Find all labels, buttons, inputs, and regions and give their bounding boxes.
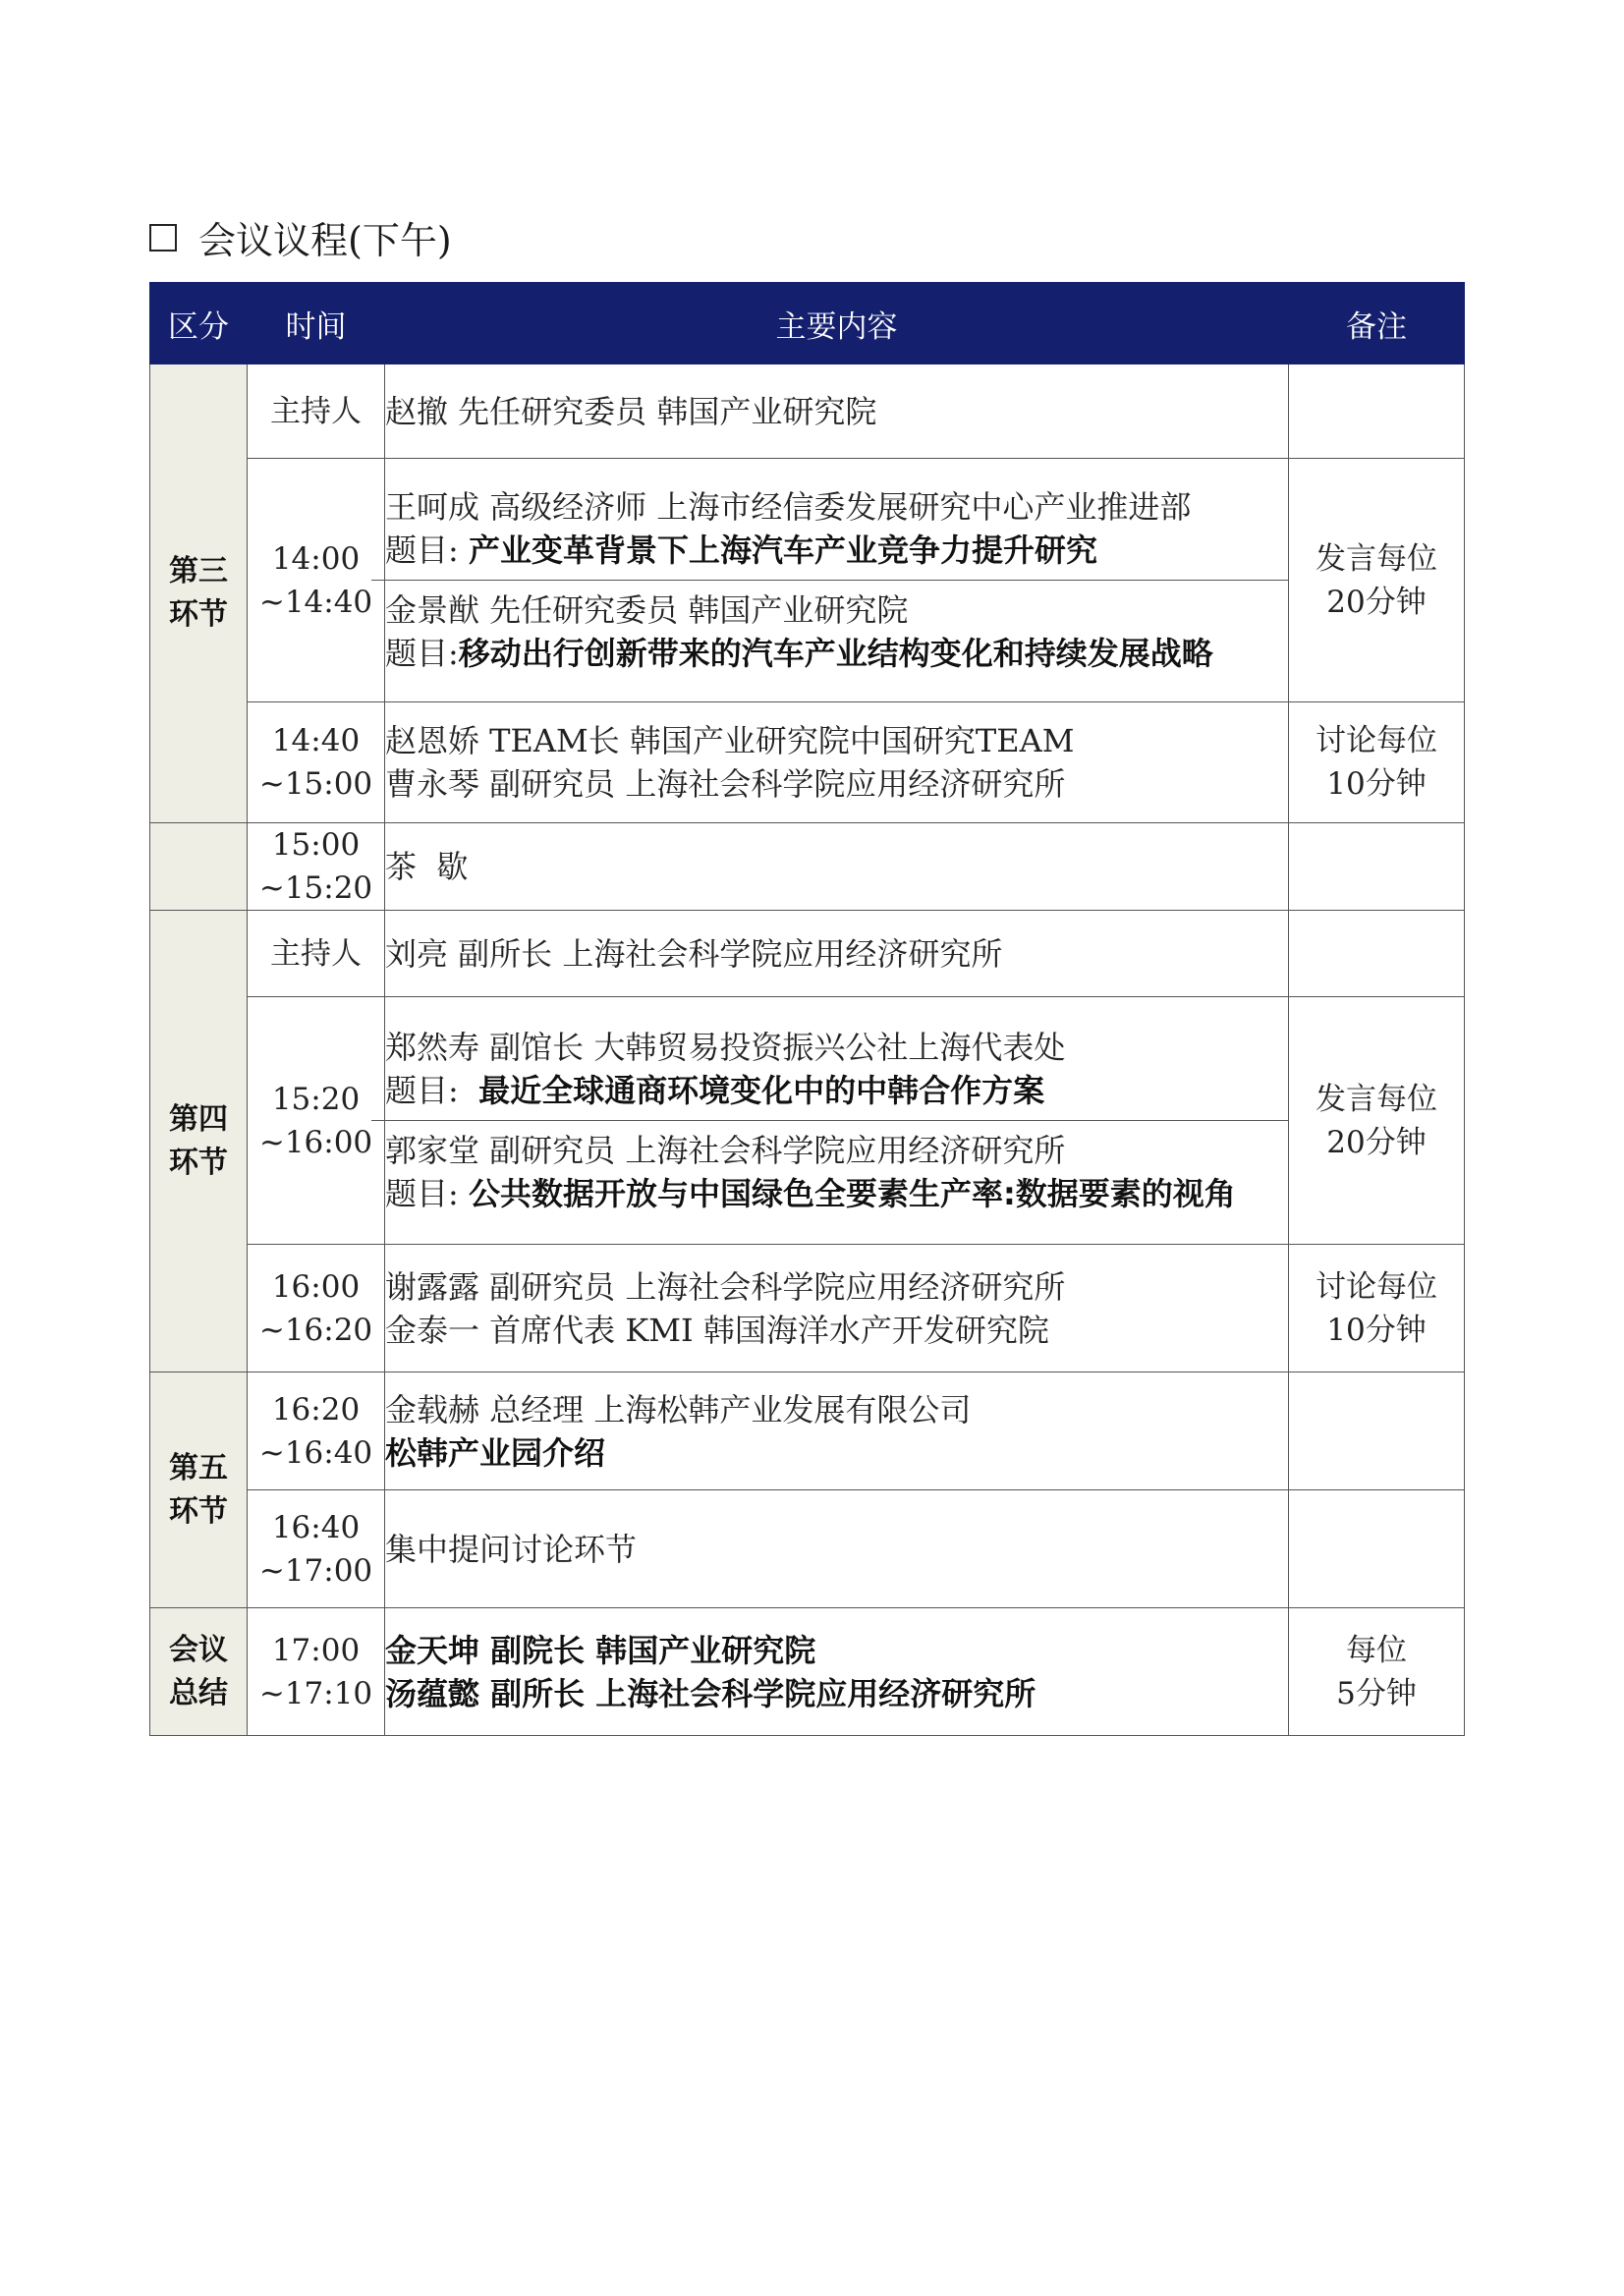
presentation-item: 郑然寿 副馆长 大韩贸易投资振兴公社上海代表处 题目: 最近全球通商环境变化中的中韩合作方案 [385, 1029, 1066, 1109]
presentation-item: 郭家堂 副研究员 上海社会科学院应用经济研究所 题目: 公共数据开放与中国绿色全要素生产率:数据要素的视角 [371, 1120, 1288, 1223]
summary-cell: 金天坤 副院长 韩国产业研究院 汤蕴懿 副所长 上海社会科学院应用经济研究所 [385, 1608, 1289, 1736]
host-label: 主持人 [248, 911, 385, 997]
presentation-item: 王呵成 高级经济师 上海市经信委发展研究中心产业推进部 题目: 产业变革背景下上海汽车产业竞争力提升研究 [385, 488, 1192, 569]
table-row [150, 911, 1465, 997]
note-cell [1289, 364, 1465, 459]
presentation-cell [385, 997, 1289, 1245]
note-cell [1289, 1490, 1465, 1608]
presentation-item: 金景猷 先任研究委员 韩国产业研究院 题目:移动出行创新带来的汽车产业结构变化和持续发展战略 [371, 580, 1288, 683]
table-row [150, 823, 1465, 911]
time-cell: 17:00 ~17:10 [248, 1608, 385, 1736]
note-cell [1289, 1372, 1465, 1490]
time-cell: 14:40 ~15:00 [248, 702, 385, 823]
table-row [150, 364, 1465, 459]
section-label: 第三 环节 [150, 364, 248, 823]
time-cell: 16:00 ~16:20 [248, 1245, 385, 1372]
time-cell: 16:20 ~16:40 [248, 1372, 385, 1490]
note-cell [1289, 911, 1465, 997]
section-label [150, 823, 248, 911]
header-note: 备注 [1289, 283, 1465, 364]
note-cell [1289, 823, 1465, 911]
host-info: 刘亮 副所长 上海社会科学院应用经济研究所 [385, 911, 1289, 997]
time-cell: 16:40 ~17:00 [248, 1490, 385, 1608]
host-label: 主持人 [248, 364, 385, 459]
header-time: 时间 [248, 283, 385, 364]
checkbox-icon [149, 224, 177, 252]
note-cell: 每位 5分钟 [1289, 1608, 1465, 1736]
section-label: 第五 环节 [150, 1372, 248, 1608]
discussion-cell: 集中提问讨论环节 [385, 1490, 1289, 1608]
section-label: 会议 总结 [150, 1608, 248, 1736]
section-label: 第四 环节 [150, 911, 248, 1372]
table-row [150, 1372, 1465, 1490]
time-cell: 15:20 ~16:00 [248, 997, 385, 1245]
table-row [150, 702, 1465, 823]
agenda-heading-text: 会议议程(下午) [198, 219, 452, 262]
discussion-cell: 赵恩娇 TEAM长 韩国产业研究院中国研究TEAM 曹永琴 副研究员 上海社会科学院应用经济研究所 [385, 702, 1289, 823]
table-row [150, 1608, 1465, 1736]
discussion-cell: 谢露露 副研究员 上海社会科学院应用经济研究所 金泰一 首席代表 KMI 韩国海洋水产开发研究院 [385, 1245, 1289, 1372]
break-cell: 茶 歇 [385, 823, 1289, 911]
table-row [150, 1490, 1465, 1608]
presentation-cell [385, 459, 1289, 702]
header-content: 主要内容 [385, 283, 1289, 364]
time-cell: 14:00 ~14:40 [248, 459, 385, 702]
note-cell: 讨论每位 10分钟 [1289, 1245, 1465, 1372]
note-cell: 发言每位 20分钟 [1289, 459, 1465, 702]
table-row [150, 1245, 1465, 1372]
agenda-table [149, 282, 1465, 1736]
table-row [150, 997, 1465, 1245]
header-row [150, 283, 1465, 364]
host-info: 赵撤 先任研究委员 韩国产业研究院 [385, 364, 1289, 459]
presentation-cell: 金载赫 总经理 上海松韩产业发展有限公司 松韩产业园介绍 [385, 1372, 1289, 1490]
table-row [150, 459, 1465, 702]
agenda-heading [149, 210, 452, 264]
time-cell: 15:00 ~15:20 [248, 823, 385, 911]
note-cell: 发言每位 20分钟 [1289, 997, 1465, 1245]
note-cell: 讨论每位 10分钟 [1289, 702, 1465, 823]
header-section: 区分 [150, 283, 248, 364]
